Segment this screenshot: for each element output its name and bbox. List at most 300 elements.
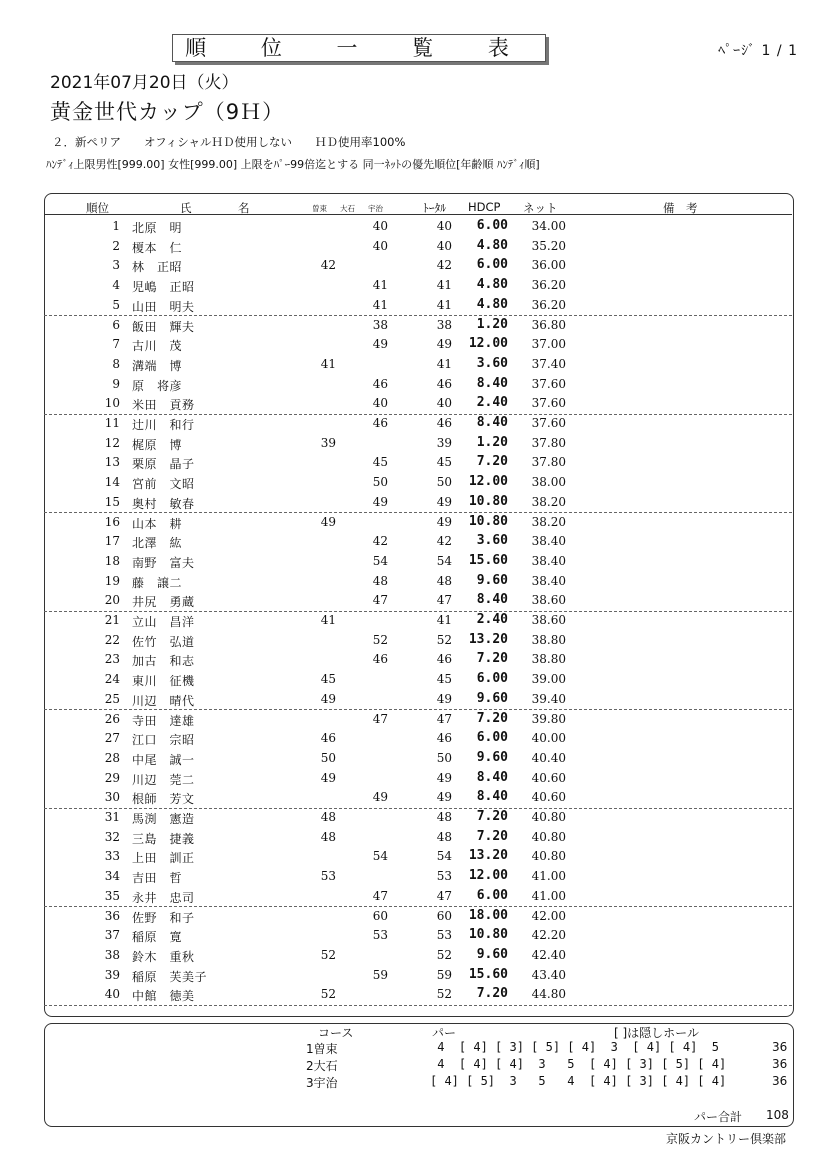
player-name-cell: 川辺 莞二 (132, 772, 195, 787)
col-header-total: ﾄｰﾀﾙ (423, 201, 446, 215)
net-score-cell: 40.00 (531, 731, 566, 746)
course3-score-cell: 47 (372, 711, 388, 726)
total-score-cell: 46 (436, 652, 452, 667)
course3-score-cell: 60 (372, 908, 388, 923)
course-name: 3宇治 (306, 1076, 338, 1090)
course1-score-cell: 49 (320, 691, 336, 706)
player-name-cell: 稲原 芙美子 (132, 969, 208, 984)
par-label: パー (432, 1026, 457, 1040)
hdcp-cell: 9.60 (476, 572, 508, 588)
course3-score-cell: 49 (372, 790, 388, 805)
hdcp-cell: 15.60 (468, 966, 508, 982)
total-score-cell: 52 (436, 987, 452, 1002)
hdcp-cell: 6.00 (476, 671, 508, 687)
course3-score-cell: 48 (372, 573, 388, 588)
hdcp-cell: 7.20 (476, 809, 508, 824)
player-name-cell: 梶原 博 (132, 437, 183, 452)
player-name-cell: 宮前 文昭 (132, 477, 195, 492)
net-score-cell: 40.60 (531, 770, 566, 785)
course1-score-cell: 49 (320, 514, 336, 529)
net-score-cell: 37.60 (531, 376, 566, 391)
par-total-label: パー合計 (694, 1110, 743, 1124)
course3-score-cell: 46 (372, 416, 388, 430)
hdcp-cell: 3.60 (476, 355, 508, 371)
hdcp-cell: 9.60 (476, 690, 508, 706)
course3-score-cell: 40 (372, 396, 388, 411)
hdcp-cell: 10.80 (468, 927, 508, 943)
hdcp-cell: 7.20 (476, 651, 508, 667)
table-row (44, 256, 792, 276)
table-row (44, 808, 792, 828)
table-row (44, 650, 792, 670)
total-score-cell: 47 (436, 711, 452, 726)
course3-score-cell: 40 (372, 238, 388, 253)
table-row (44, 237, 792, 257)
player-name-cell: 馬渕 憲造 (132, 812, 195, 826)
total-score-cell: 40 (436, 238, 452, 253)
table-row (44, 434, 792, 454)
hdcp-cell: 3.60 (476, 533, 508, 549)
scoring-conditions: ２．新ペリア オフィシャルＨＤ使用しない ＨＤ使用率100% (52, 135, 406, 149)
total-score-cell: 45 (436, 455, 452, 470)
total-score-cell: 47 (436, 593, 452, 608)
rank-cell: 40 (104, 987, 120, 1002)
table-row (44, 749, 792, 769)
hdcp-cell: 7.20 (476, 828, 508, 844)
player-name-cell: 井尻 勇蔵 (132, 595, 195, 610)
total-score-cell: 48 (436, 810, 452, 824)
player-name-cell: 辻川 和行 (132, 418, 195, 432)
hdcp-cell: 7.20 (476, 986, 508, 1002)
col-header-hdcp: HDCP (468, 200, 501, 214)
course3-score-cell: 41 (372, 297, 388, 312)
rank-cell: 37 (104, 928, 120, 943)
net-score-cell: 38.40 (531, 534, 566, 549)
rank-cell: 36 (104, 908, 120, 923)
net-score-cell: 39.80 (531, 711, 566, 726)
total-score-cell: 49 (436, 770, 452, 785)
rank-cell: 21 (104, 613, 120, 627)
rank-cell: 7 (112, 337, 120, 352)
par-total-value: 108 (766, 1108, 789, 1122)
rank-cell: 38 (104, 947, 120, 962)
hdcp-cell: 12.00 (468, 868, 508, 884)
hdcp-cell: 9.60 (476, 946, 508, 962)
total-score-cell: 50 (436, 750, 452, 765)
col-header-remarks: 備 考 (663, 201, 698, 215)
page-number: ﾍﾟｰｼﾞ 1 / 1 (718, 43, 798, 59)
total-score-cell: 47 (436, 888, 452, 903)
net-score-cell: 40.80 (531, 849, 566, 864)
net-score-cell: 44.80 (531, 987, 566, 1002)
player-name-cell: 中館 徳美 (132, 989, 195, 1004)
hdcp-cell: 6.00 (476, 218, 508, 233)
table-row (44, 394, 792, 415)
player-name-cell: 上田 訓正 (132, 851, 195, 866)
table-row (44, 473, 792, 493)
hdcp-cell: 7.20 (476, 454, 508, 470)
player-name-cell: 林 正昭 (132, 260, 183, 275)
rank-cell: 35 (104, 888, 120, 903)
player-name-cell: 東川 征機 (132, 674, 195, 689)
table-row (44, 217, 792, 237)
course1-score-cell: 48 (320, 810, 336, 824)
course-name: 1曽束 (306, 1042, 338, 1056)
player-name-cell: 吉田 哲 (132, 871, 183, 886)
course3-score-cell: 45 (372, 455, 388, 470)
total-score-cell: 38 (436, 317, 452, 332)
player-name-cell: 立山 昌洋 (132, 615, 195, 629)
rank-cell: 3 (112, 258, 120, 273)
total-score-cell: 49 (436, 494, 452, 509)
net-score-cell: 38.40 (531, 573, 566, 588)
player-name-cell: 奥村 敏春 (132, 496, 195, 511)
total-score-cell: 59 (436, 967, 452, 982)
net-score-cell: 37.80 (531, 455, 566, 470)
rank-cell: 33 (104, 849, 120, 864)
course1-score-cell: 52 (320, 987, 336, 1002)
hdcp-cell: 12.00 (468, 474, 508, 490)
hdcp-cell: 8.40 (476, 592, 508, 608)
total-score-cell: 40 (436, 396, 452, 411)
total-score-cell: 48 (436, 573, 452, 588)
total-score-cell: 52 (436, 947, 452, 962)
course-hole-pars: [ 4] [ 5] 3 5 4 [ 4] [ 3] [ 4] [ 4] (430, 1074, 727, 1088)
table-row (44, 887, 792, 908)
total-score-cell: 49 (436, 691, 452, 706)
hdcp-cell: 4.80 (476, 237, 508, 253)
col-header-course3: 宇治 (368, 204, 383, 213)
course3-score-cell: 50 (372, 475, 388, 490)
rank-cell: 17 (104, 534, 120, 549)
header-divider (44, 214, 792, 215)
total-score-cell: 53 (436, 928, 452, 943)
rank-cell: 13 (104, 455, 120, 470)
rank-cell: 30 (104, 790, 120, 805)
player-name-cell: 根師 芳文 (132, 792, 195, 807)
hdcp-cell: 1.20 (476, 434, 508, 450)
net-score-cell: 43.40 (531, 967, 566, 982)
player-name-cell: 三島 捷義 (132, 831, 195, 846)
course1-score-cell: 48 (320, 829, 336, 844)
course1-score-cell: 39 (320, 435, 336, 450)
table-row (44, 335, 792, 355)
course-par-total: 36 (772, 1074, 788, 1088)
player-name-cell: 原 将彦 (132, 378, 183, 393)
total-score-cell: 54 (436, 553, 452, 568)
player-name-cell: 江口 宗昭 (132, 733, 195, 748)
col-header-course1: 曽束 (312, 204, 327, 213)
rank-cell: 23 (104, 652, 120, 667)
rank-cell: 28 (104, 750, 120, 765)
total-score-cell: 52 (436, 632, 452, 647)
total-score-cell: 46 (436, 376, 452, 391)
total-score-cell: 40 (436, 219, 452, 233)
table-row (44, 611, 792, 631)
net-score-cell: 41.00 (531, 869, 566, 884)
player-name-cell: 藤 譲二 (132, 575, 183, 590)
table-row (44, 572, 792, 592)
course3-score-cell: 47 (372, 593, 388, 608)
table-row (44, 355, 792, 375)
total-score-cell: 41 (436, 356, 452, 371)
net-score-cell: 42.00 (531, 908, 566, 923)
course-hole-pars: 4 [ 4] [ 3] [ 5] [ 4] 3 [ 4] [ 4] 5 (430, 1040, 719, 1054)
table-row (44, 690, 792, 711)
course3-score-cell: 38 (372, 317, 388, 332)
course3-score-cell: 54 (372, 553, 388, 568)
table-row (44, 414, 792, 434)
rank-cell: 32 (104, 829, 120, 844)
table-row (44, 788, 792, 809)
net-score-cell: 38.40 (531, 553, 566, 568)
course1-score-cell: 41 (320, 356, 336, 371)
total-score-cell: 49 (436, 514, 452, 529)
hdcp-cell: 10.80 (468, 513, 508, 529)
rank-cell: 10 (104, 396, 120, 411)
table-row (44, 552, 792, 572)
rank-cell: 2 (112, 238, 120, 253)
table-row (44, 375, 792, 395)
player-name-cell: 栗原 晶子 (132, 457, 195, 472)
table-row (44, 907, 792, 927)
net-score-cell: 38.20 (531, 514, 566, 529)
rank-cell: 16 (104, 514, 120, 529)
net-score-cell: 40.60 (531, 790, 566, 805)
net-score-cell: 40.80 (531, 829, 566, 844)
net-score-cell: 37.60 (531, 396, 566, 411)
table-row (44, 513, 792, 533)
total-score-cell: 49 (436, 790, 452, 805)
col-header-course2: 大石 (340, 204, 355, 213)
course1-score-cell: 46 (320, 731, 336, 746)
hdcp-cell: 6.00 (476, 730, 508, 746)
course3-score-cell: 46 (372, 376, 388, 391)
course1-score-cell: 41 (320, 613, 336, 627)
rank-cell: 29 (104, 770, 120, 785)
net-score-cell: 34.00 (531, 219, 566, 233)
hdcp-cell: 6.00 (476, 257, 508, 273)
course3-score-cell: 40 (372, 219, 388, 233)
course3-score-cell: 59 (372, 967, 388, 982)
player-name-cell: 榎本 仁 (132, 240, 183, 255)
col-header-rank: 順位 (86, 201, 109, 215)
rank-cell: 6 (112, 317, 120, 332)
net-score-cell: 37.80 (531, 435, 566, 450)
net-score-cell: 38.80 (531, 652, 566, 667)
net-score-cell: 38.60 (531, 613, 566, 627)
hdcp-cell: 8.40 (476, 415, 508, 430)
player-name-cell: 永井 忠司 (132, 890, 195, 905)
net-score-cell: 37.00 (531, 337, 566, 352)
course1-score-cell: 42 (320, 258, 336, 273)
net-score-cell: 42.20 (531, 928, 566, 943)
rank-cell: 4 (112, 278, 120, 293)
net-score-cell: 36.20 (531, 278, 566, 293)
table-row (44, 631, 792, 651)
hdcp-cell: 13.20 (468, 848, 508, 864)
table-row (44, 926, 792, 946)
net-score-cell: 42.40 (531, 947, 566, 962)
rank-cell: 25 (104, 691, 120, 706)
total-score-cell: 41 (436, 278, 452, 293)
player-name-cell: 川辺 晴代 (132, 693, 195, 708)
course-par-total: 36 (772, 1057, 788, 1071)
course3-score-cell: 41 (372, 278, 388, 293)
rank-cell: 8 (112, 356, 120, 371)
table-row (44, 710, 792, 730)
net-score-cell: 36.80 (531, 317, 566, 332)
player-name-cell: 溝端 博 (132, 358, 183, 373)
player-name-cell: 飯田 輝夫 (132, 319, 195, 334)
course1-score-cell: 53 (320, 869, 336, 884)
rank-cell: 34 (104, 869, 120, 884)
table-row (44, 453, 792, 473)
total-score-cell: 45 (436, 672, 452, 687)
total-score-cell: 39 (436, 435, 452, 450)
player-name-cell: 佐野 和子 (132, 910, 195, 925)
hdcp-cell: 12.00 (468, 336, 508, 352)
player-name-cell: 北原 明 (132, 221, 183, 235)
player-name-cell: 山田 明夫 (132, 299, 195, 314)
total-score-cell: 49 (436, 337, 452, 352)
table-row (44, 670, 792, 690)
table-row (44, 828, 792, 848)
table-row (44, 493, 792, 514)
player-name-cell: 佐竹 弘道 (132, 634, 195, 649)
course-par-total: 36 (772, 1040, 788, 1054)
hdcp-cell: 15.60 (468, 552, 508, 568)
course3-score-cell: 52 (372, 632, 388, 647)
total-score-cell: 41 (436, 613, 452, 627)
net-score-cell: 39.00 (531, 672, 566, 687)
net-score-cell: 38.20 (531, 494, 566, 509)
net-score-cell: 40.40 (531, 750, 566, 765)
net-score-cell: 40.80 (531, 810, 566, 824)
course3-score-cell: 46 (372, 652, 388, 667)
rank-cell: 14 (104, 475, 120, 490)
table-row (44, 316, 792, 336)
total-score-cell: 42 (436, 258, 452, 273)
handicap-rule: ﾊﾝﾃﾞｨ上限男性[999.00] 女性[999.00] 上限をﾊﾟｰ99倍迄とする 同一ﾈｯﾄの優先順位[年齢順 ﾊﾝﾃﾞｨ順] (46, 158, 540, 171)
table-row (44, 769, 792, 789)
rank-cell: 39 (104, 967, 120, 982)
hdcp-cell: 13.20 (468, 631, 508, 647)
col-header-net: ネット (523, 201, 558, 215)
course3-score-cell: 47 (372, 888, 388, 903)
hdcp-cell: 1.20 (476, 316, 508, 332)
hdcp-cell: 18.00 (468, 907, 508, 923)
rank-cell: 12 (104, 435, 120, 450)
table-row (44, 966, 792, 986)
hdcp-cell: 9.60 (476, 749, 508, 765)
course3-score-cell: 49 (372, 337, 388, 352)
rank-cell: 5 (112, 297, 120, 312)
course-name: 2大石 (306, 1059, 338, 1073)
net-score-cell: 37.40 (531, 356, 566, 371)
course3-score-cell: 53 (372, 928, 388, 943)
col-header-name-family: 氏 (180, 201, 192, 215)
hdcp-cell: 8.40 (476, 769, 508, 785)
table-row (44, 847, 792, 867)
col-header-name-given: 名 (238, 201, 250, 215)
player-name-cell: 米田 貢務 (132, 398, 195, 413)
table-row (44, 532, 792, 552)
net-score-cell: 38.60 (531, 593, 566, 608)
total-score-cell: 60 (436, 908, 452, 923)
course3-score-cell: 42 (372, 534, 388, 549)
net-score-cell: 36.20 (531, 297, 566, 312)
player-name-cell: 北澤 紘 (132, 536, 183, 551)
rank-cell: 27 (104, 731, 120, 746)
course3-score-cell: 49 (372, 494, 388, 509)
hdcp-cell: 2.40 (476, 612, 508, 627)
total-score-cell: 46 (436, 416, 452, 430)
rank-cell: 26 (104, 711, 120, 726)
total-score-cell: 46 (436, 731, 452, 746)
competition-name: 黄金世代カップ（9Ｈ） (50, 100, 285, 124)
total-score-cell: 50 (436, 475, 452, 490)
table-row (44, 591, 792, 612)
net-score-cell: 38.80 (531, 632, 566, 647)
net-score-cell: 35.20 (531, 238, 566, 253)
table-row (44, 296, 792, 317)
player-name-cell: 山本 耕 (132, 516, 183, 531)
player-name-cell: 加古 和志 (132, 654, 195, 669)
course3-score-cell: 54 (372, 849, 388, 864)
rank-cell: 31 (104, 810, 120, 824)
rank-cell: 20 (104, 593, 120, 608)
player-name-cell: 古川 茂 (132, 339, 183, 354)
hdcp-cell: 4.80 (476, 296, 508, 312)
course1-score-cell: 52 (320, 947, 336, 962)
hdcp-cell: 2.40 (476, 395, 508, 411)
player-name-cell: 中尾 誠一 (132, 752, 195, 767)
rank-cell: 1 (112, 219, 120, 233)
hdcp-cell: 10.80 (468, 493, 508, 509)
player-name-cell: 鈴木 重秋 (132, 949, 195, 964)
rank-cell: 19 (104, 573, 120, 588)
rank-cell: 15 (104, 494, 120, 509)
rank-cell: 24 (104, 672, 120, 687)
player-name-cell: 南野 富夫 (132, 555, 195, 570)
rank-cell: 18 (104, 553, 120, 568)
hdcp-cell: 7.20 (476, 710, 508, 726)
table-row (44, 276, 792, 296)
course1-score-cell: 45 (320, 672, 336, 687)
total-score-cell: 53 (436, 869, 452, 884)
net-score-cell: 37.60 (531, 416, 566, 430)
total-score-cell: 48 (436, 829, 452, 844)
course-label: コース (318, 1026, 354, 1040)
player-name-cell: 寺田 達雄 (132, 713, 195, 728)
hidden-hole-note: [ ]は隠しホール (614, 1026, 699, 1040)
player-name-cell: 児嶋 正昭 (132, 280, 195, 295)
table-row (44, 867, 792, 887)
competition-date: 2021年07月20日（火） (50, 73, 239, 93)
course-hole-pars: 4 [ 4] [ 4] 3 5 [ 4] [ 3] [ 5] [ 4] (430, 1057, 727, 1071)
rank-cell: 9 (112, 376, 120, 391)
table-row (44, 985, 792, 1006)
table-row (44, 729, 792, 749)
total-score-cell: 41 (436, 297, 452, 312)
table-row (44, 946, 792, 966)
total-score-cell: 42 (436, 534, 452, 549)
rank-cell: 22 (104, 632, 120, 647)
club-name: 京阪カントリー倶楽部 (665, 1132, 786, 1146)
hdcp-cell: 4.80 (476, 277, 508, 293)
net-score-cell: 41.00 (531, 888, 566, 903)
